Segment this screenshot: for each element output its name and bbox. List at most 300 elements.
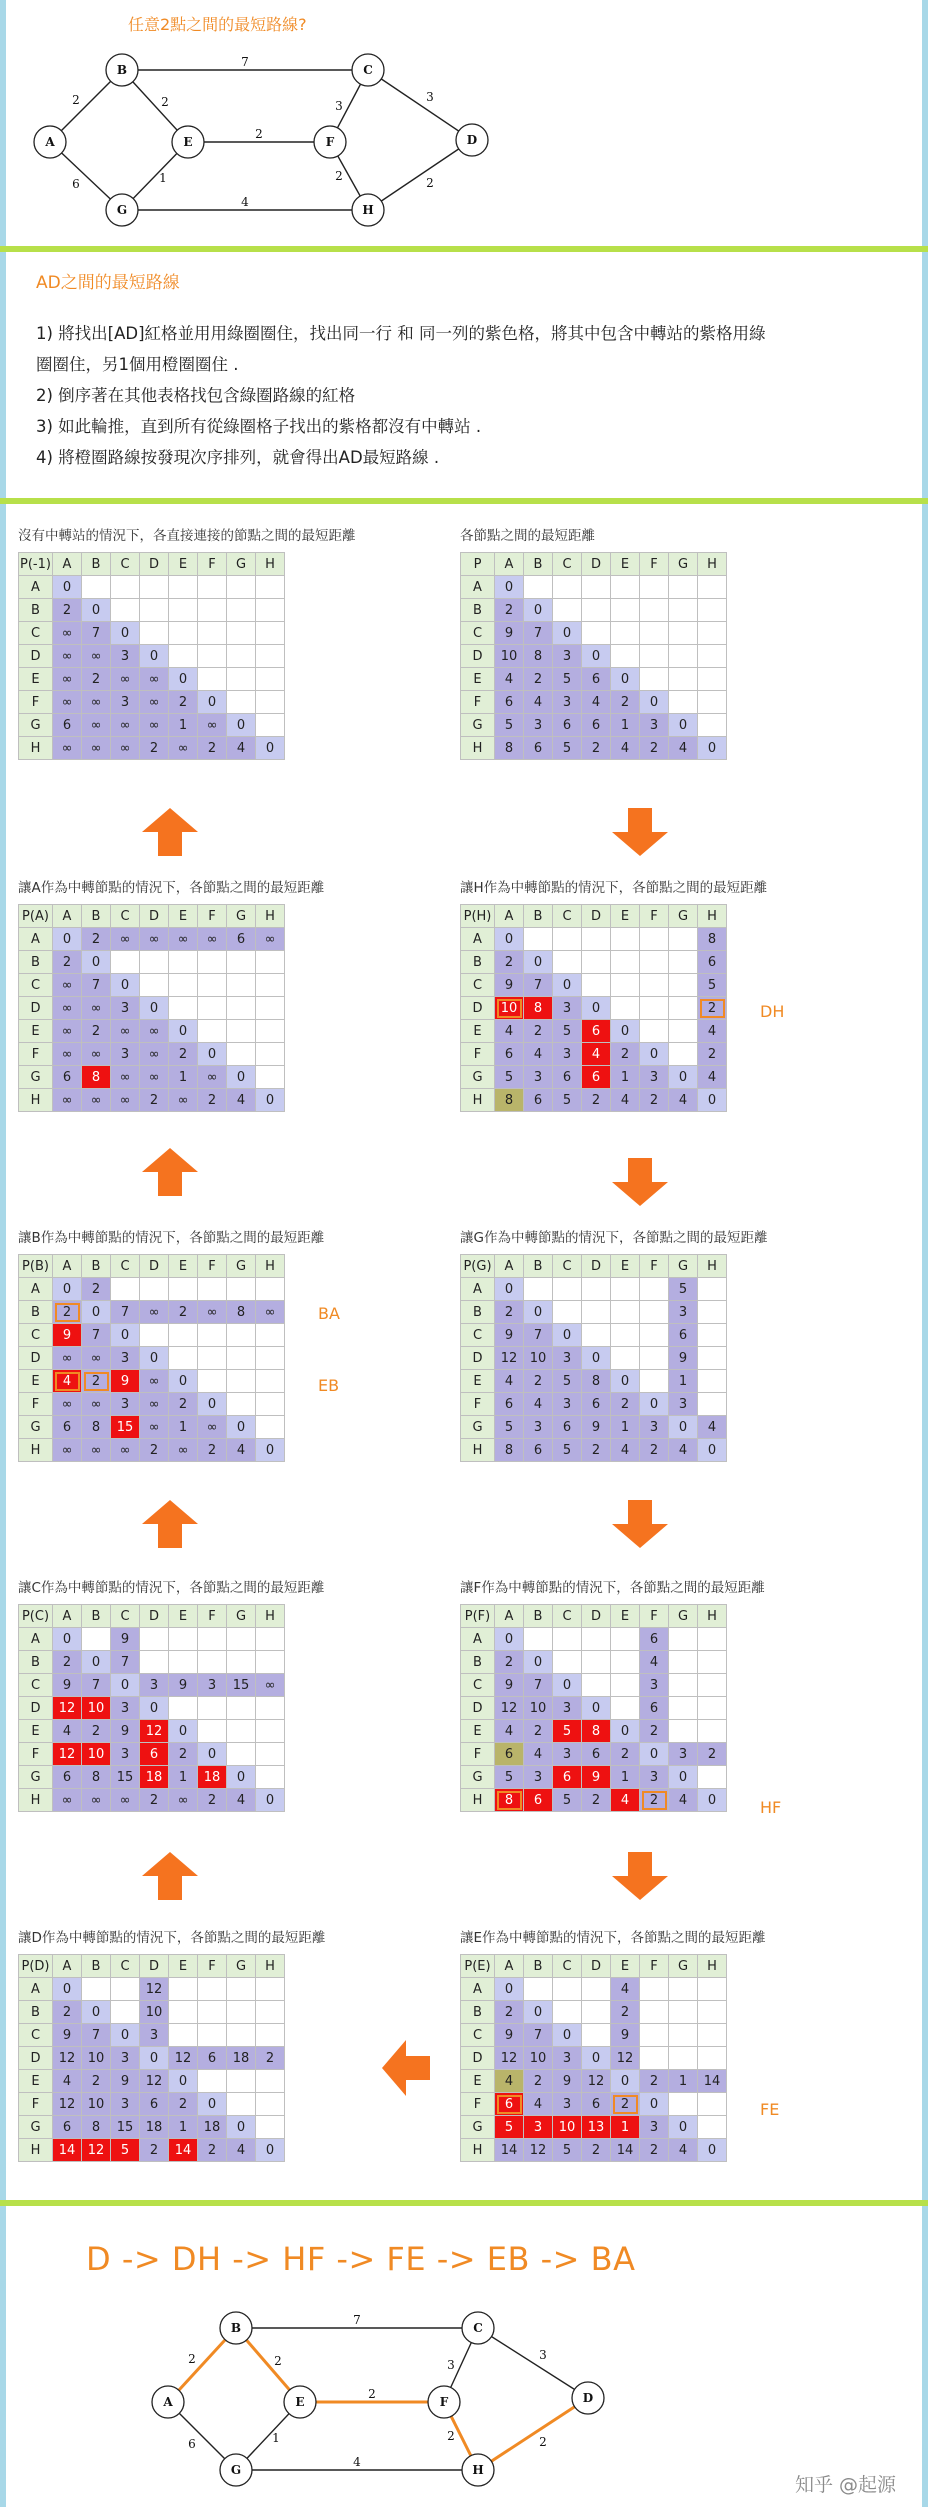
matrix-cell: 0 [553,2024,582,2047]
row-header: E [19,1720,53,1743]
matrix-cell: 6 [53,1066,82,1089]
matrix-cell: 6 [553,1766,582,1789]
matrix-cell: 3 [669,1393,698,1416]
matrix-cell [169,599,198,622]
table-row [461,1720,727,1743]
matrix-cell: 7 [82,622,111,645]
matrix-cell: ∞ [111,737,140,760]
edge-weight: 3 [447,2358,455,2372]
matrix-cell: 0 [82,1651,111,1674]
matrix-cell [256,1628,285,1651]
matrix-cell: 10 [82,1743,111,1766]
matrix-cell: 4 [698,1066,727,1089]
matrix-cell: 0 [140,645,169,668]
matrix-cell: ∞ [82,1089,111,1112]
matrix-cell: 2 [640,1789,669,1812]
matrix-cell: 2 [524,2070,553,2093]
column-header: B [524,905,553,928]
table-caption: 讓E作為中轉節點的情況下，各節點之間的最短距離 [460,1930,766,1946]
matrix-cell: 1 [669,2070,698,2093]
matrix-cell [698,1370,727,1393]
column-header: H [698,905,727,928]
matrix-cell: 0 [524,2001,553,2024]
matrix-cell: 2 [698,1043,727,1066]
matrix-cell: 0 [669,1066,698,1089]
matrix-cell: 9 [495,2024,524,2047]
matrix-cell: 0 [611,2070,640,2093]
row-header: D [19,1347,53,1370]
matrix-cell [256,2093,285,2116]
graph-edge [478,2328,588,2398]
down-arrow-icon [610,1500,670,1548]
matrix-cell: 12 [140,1720,169,1743]
matrix-cell: ∞ [169,1439,198,1462]
matrix-cell [611,951,640,974]
row-header: F [19,2093,53,2116]
row-header: D [461,2047,495,2070]
column-header: E [611,1255,640,1278]
edge-weight: 4 [353,2455,361,2469]
matrix-cell [640,1278,669,1301]
node-label: G [116,203,128,217]
column-header: C [553,553,582,576]
matrix-cell [256,1324,285,1347]
matrix-cell: 0 [140,2047,169,2070]
matrix-cell: 0 [669,2116,698,2139]
edge-weight: 2 [188,2352,196,2366]
column-header: H [256,1955,285,1978]
matrix-cell: 0 [640,1393,669,1416]
column-header: F [640,553,669,576]
matrix-cell: 8 [82,2116,111,2139]
matrix-cell: ∞ [82,1439,111,1462]
matrix-cell: 0 [524,1301,553,1324]
row-header: A [19,1278,53,1301]
matrix-cell: ∞ [111,1089,140,1112]
matrix-cell: 6 [582,1743,611,1766]
matrix-cell: 7 [524,2024,553,2047]
matrix-cell: 2 [169,691,198,714]
matrix-cell [669,2047,698,2070]
matrix-cell: 2 [640,737,669,760]
column-header: C [111,1255,140,1278]
matrix-cell: 9 [495,622,524,645]
row-header: G [19,1066,53,1089]
matrix-cell: 18 [140,2116,169,2139]
column-header: D [140,1255,169,1278]
column-header: G [669,1955,698,1978]
matrix-cell: 5 [553,1720,582,1743]
row-header: B [19,1301,53,1324]
matrix-cell [611,997,640,1020]
matrix-cell: 12 [53,1697,82,1720]
matrix-cell [256,576,285,599]
matrix-cell: ∞ [111,1066,140,1089]
matrix-cell: 1 [611,1766,640,1789]
matrix-cell: 0 [524,599,553,622]
row-header: H [461,2139,495,2162]
matrix-cell [198,1347,227,1370]
matrix-cell [227,1697,256,1720]
table-row [461,1066,727,1089]
matrix-cell: 2 [169,1743,198,1766]
row-header: A [461,928,495,951]
matrix-cell [140,599,169,622]
matrix-cell: 2 [640,1439,669,1462]
matrix-cell: 6 [582,2093,611,2116]
matrix-cell [582,1628,611,1651]
matrix-cell: 2 [140,1089,169,1112]
matrix-cell: 0 [698,1789,727,1812]
matrix-corner: P(E) [461,1955,495,1978]
matrix-cell: ∞ [82,997,111,1020]
matrix-cell: 4 [524,691,553,714]
node-label: D [466,133,478,147]
matrix-cell [553,599,582,622]
table-row [461,1743,727,1766]
matrix-cell: 5 [669,1278,698,1301]
matrix-cell [198,1278,227,1301]
step-line: 1) 將找出[AD]紅格並用用綠圈圈住，找出同一行 和 同一列的紫色格，將其中包含中轉站的紫格用綠 [36,324,766,343]
matrix-corner: P [461,553,495,576]
matrix-corner: P(-1) [19,553,53,576]
matrix-cell [256,1720,285,1743]
table-row [461,2093,727,2116]
matrix-cell [198,576,227,599]
matrix-cell [227,1278,256,1301]
matrix-cell [640,622,669,645]
matrix-cell: 9 [111,1370,140,1393]
table-row [19,2093,285,2116]
top-title: 任意2點之間的最短路線? [128,15,307,34]
matrix-cell [640,668,669,691]
matrix-cell: 1 [611,714,640,737]
matrix-cell: 4 [227,2139,256,2162]
matrix-cell: 0 [611,1720,640,1743]
matrix-cell [198,951,227,974]
matrix-cell: 0 [582,645,611,668]
matrix-cell: 6 [582,714,611,737]
matrix-cell: ∞ [111,1789,140,1812]
matrix-cell: 3 [640,2116,669,2139]
matrix-cell: 6 [495,1743,524,1766]
matrix-cell [198,1628,227,1651]
matrix-cell: 6 [495,1043,524,1066]
table-row [461,2070,727,2093]
matrix-cell: ∞ [140,1370,169,1393]
matrix-cell [140,1278,169,1301]
matrix-cell: 10 [524,1697,553,1720]
matrix-cell: 2 [140,1789,169,1812]
up-arrow-icon [140,1852,200,1900]
matrix-cell: 3 [111,997,140,1020]
matrix-cell: 3 [553,691,582,714]
matrix-cell: 14 [53,2139,82,2162]
node-label: B [116,63,128,77]
node-label: C [473,2321,483,2335]
column-header: D [140,1605,169,1628]
matrix-cell [111,576,140,599]
matrix-cell: 10 [553,2116,582,2139]
matrix-cell [640,576,669,599]
matrix-cell [256,951,285,974]
column-header: G [227,1605,256,1628]
matrix-cell: 18 [198,2116,227,2139]
down-arrow-icon [610,1158,670,1206]
divider-2 [0,498,928,504]
matrix-cell: 0 [611,668,640,691]
matrix-cell [256,2001,285,2024]
edge-weight: 2 [335,169,343,183]
matrix-cell [698,668,727,691]
column-header: B [82,1255,111,1278]
distance-matrix [460,1254,727,1462]
table-row [19,1020,285,1043]
matrix-cell: 7 [524,1674,553,1697]
matrix-cell [256,2024,285,2047]
matrix-cell: 0 [111,1674,140,1697]
step-line: 3) 如此輪推，直到所有從綠圈格子找出的紫格都沒有中轉站 . [36,417,482,436]
matrix-cell: 4 [640,1651,669,1674]
matrix-cell [698,1301,727,1324]
matrix-cell: 12 [53,1743,82,1766]
matrix-cell [227,599,256,622]
matrix-cell [198,2070,227,2093]
matrix-cell: 0 [495,928,524,951]
matrix-cell: 0 [227,2116,256,2139]
matrix-cell: 0 [227,714,256,737]
row-header: F [19,1043,53,1066]
matrix-cell: 7 [524,1324,553,1347]
matrix-cell: 2 [582,737,611,760]
matrix-cell: 0 [640,691,669,714]
matrix-cell: 6 [53,2116,82,2139]
table-row [19,1720,285,1743]
matrix-cell [227,1347,256,1370]
matrix-cell: 3 [553,1043,582,1066]
down-arrow-icon [610,1852,670,1900]
matrix-cell: 9 [53,1324,82,1347]
row-header: C [19,622,53,645]
matrix-cell: 18 [140,1766,169,1789]
matrix-cell: 2 [140,737,169,760]
matrix-cell [198,997,227,1020]
table-row [19,2024,285,2047]
matrix-cell: 0 [140,1697,169,1720]
column-header: E [169,1605,198,1628]
row-header: E [19,1370,53,1393]
row-header: C [19,974,53,997]
column-header: D [582,1955,611,1978]
matrix-cell: 6 [553,1066,582,1089]
matrix-cell: 0 [140,1347,169,1370]
column-header: H [256,1255,285,1278]
row-header: A [19,1628,53,1651]
matrix-cell [198,1697,227,1720]
matrix-cell: 7 [524,622,553,645]
matrix-cell: 0 [111,974,140,997]
matrix-cell: 2 [495,951,524,974]
matrix-cell: 0 [227,1766,256,1789]
matrix-cell: 3 [553,1393,582,1416]
column-header: G [227,905,256,928]
matrix-cell: 0 [256,1789,285,1812]
column-header: A [495,905,524,928]
table-row [461,2139,727,2162]
matrix-cell [198,2024,227,2047]
matrix-cell: ∞ [140,691,169,714]
matrix-cell [698,2093,727,2116]
matrix-cell [611,974,640,997]
matrix-cell [698,576,727,599]
matrix-cell: 0 [256,1089,285,1112]
table-row [19,622,285,645]
matrix-cell: 5 [553,1789,582,1812]
matrix-cell: 7 [524,974,553,997]
matrix-cell: 12 [53,2047,82,2070]
matrix-cell [640,2024,669,2047]
table-caption: 讓G作為中轉節點的情況下，各節點之間的最短距離 [460,1230,768,1246]
matrix-cell: 2 [169,1043,198,1066]
matrix-cell: 0 [698,2139,727,2162]
matrix-cell: 2 [640,1720,669,1743]
final-path: D -> DH -> HF -> FE -> EB -> BA [86,2240,636,2278]
matrix-cell: 1 [611,1066,640,1089]
matrix-cell: 9 [495,974,524,997]
matrix-cell: 12 [53,2093,82,2116]
matrix-cell [669,1978,698,2001]
column-header: A [495,1605,524,1628]
matrix-cell [669,668,698,691]
matrix-cell [111,2001,140,2024]
matrix-cell: 8 [582,1720,611,1743]
down-arrow-icon [610,808,670,856]
table-row [19,928,285,951]
matrix-cell: 6 [669,1324,698,1347]
matrix-cell: ∞ [140,668,169,691]
matrix-cell [169,1628,198,1651]
matrix-cell: 9 [611,2024,640,2047]
matrix-cell: ∞ [169,737,198,760]
matrix-cell [640,1978,669,2001]
matrix-cell: 5 [553,1370,582,1393]
matrix-cell: 2 [611,2001,640,2024]
matrix-cell [640,997,669,1020]
matrix-cell: 4 [524,1393,553,1416]
matrix-cell: 0 [640,1743,669,1766]
matrix-cell: 0 [611,1370,640,1393]
matrix-cell [582,599,611,622]
divider-1 [0,246,928,252]
matrix-cell [669,1020,698,1043]
matrix-corner: P(A) [19,905,53,928]
column-header: D [140,1955,169,1978]
matrix-cell: 6 [140,1743,169,1766]
matrix-cell [256,1278,285,1301]
matrix-cell [553,1301,582,1324]
matrix-cell: 2 [256,2047,285,2070]
edge-weight: 2 [161,95,169,109]
matrix-cell [227,951,256,974]
matrix-cell: 1 [169,1766,198,1789]
row-header: D [19,1697,53,1720]
matrix-cell: 6 [53,714,82,737]
table-row [461,622,727,645]
matrix-cell [698,2001,727,2024]
matrix-cell: 0 [582,1697,611,1720]
matrix-cell: 6 [640,1697,669,1720]
matrix-cell [669,974,698,997]
matrix-cell [698,714,727,737]
matrix-cell: 12 [582,2070,611,2093]
matrix-cell: 2 [198,737,227,760]
table-row [461,737,727,760]
matrix-cell [640,645,669,668]
matrix-cell: 9 [53,1674,82,1697]
matrix-cell [553,1978,582,2001]
column-header: G [227,1955,256,1978]
column-header: F [640,905,669,928]
matrix-cell: 1 [169,1416,198,1439]
up-arrow-icon [140,808,200,856]
matrix-cell [227,2070,256,2093]
matrix-cell: 3 [140,2024,169,2047]
matrix-cell [524,576,553,599]
matrix-cell [611,1674,640,1697]
matrix-cell [227,1628,256,1651]
matrix-cell [553,2001,582,2024]
row-header: D [19,997,53,1020]
table-row [461,2047,727,2070]
matrix-cell: 3 [111,2093,140,2116]
edge-weight: 2 [426,176,434,190]
table-row [19,668,285,691]
matrix-cell [169,1278,198,1301]
matrix-cell: 2 [495,2001,524,2024]
matrix-cell [698,1393,727,1416]
node-label: D [582,2391,594,2405]
matrix-cell [227,1651,256,1674]
column-header: D [140,553,169,576]
table-row [19,2116,285,2139]
matrix-cell [169,576,198,599]
matrix-cell: 14 [698,2070,727,2093]
row-header: H [19,1439,53,1462]
matrix-cell: ∞ [53,622,82,645]
row-header: G [461,714,495,737]
table-row [19,1066,285,1089]
matrix-cell [256,1697,285,1720]
matrix-cell [256,668,285,691]
matrix-cell: 5 [553,1439,582,1462]
matrix-cell [227,1020,256,1043]
matrix-cell: 5 [553,1020,582,1043]
matrix-cell [669,928,698,951]
matrix-cell [640,599,669,622]
table-row [19,1347,285,1370]
up-arrow-icon [140,1148,200,1196]
matrix-cell: 0 [169,1720,198,1743]
matrix-cell: ∞ [53,997,82,1020]
matrix-cell: 7 [82,2024,111,2047]
distance-matrix [460,904,727,1112]
graph-edge [368,70,472,140]
column-header: E [169,553,198,576]
column-header: G [669,1255,698,1278]
column-header: E [169,905,198,928]
matrix-cell [169,997,198,1020]
matrix-cell [169,974,198,997]
